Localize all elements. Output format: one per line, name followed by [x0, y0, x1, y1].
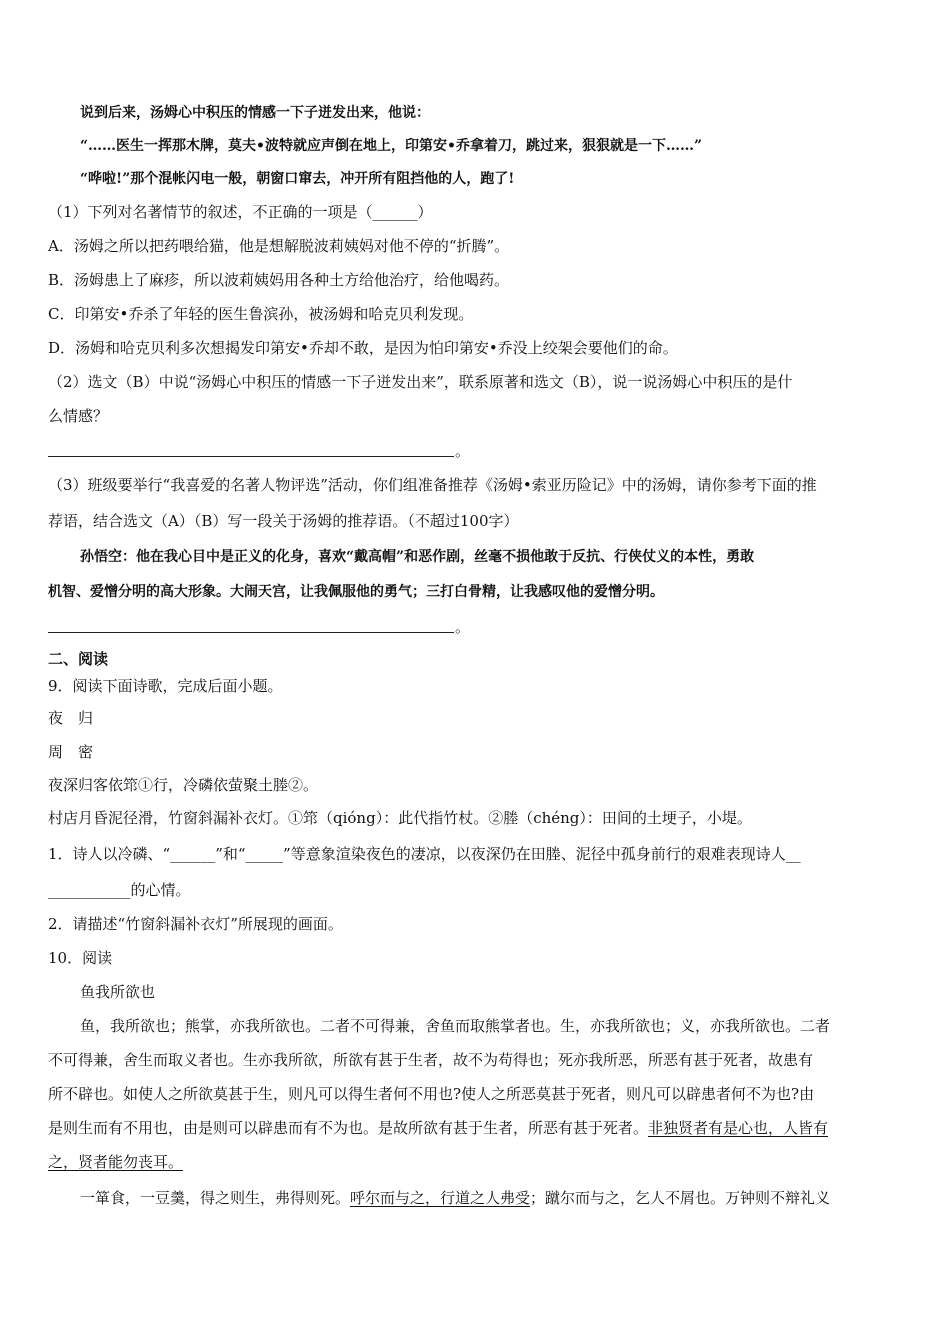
- question-3-line-1: （3）班级要举行“我喜爱的名著人物评选”活动，你们组准备推荐《汤姆•索亚历险记》中的汤姆，请你参考下面的推: [48, 476, 817, 494]
- answer-line-2: [48, 456, 454, 457]
- paragraph-1-line-2: 不可得兼，舍生而取义者也。生亦我所欲，所欲有甚于生者，故不为苟得也；死亦我所恶，所恶有甚于死者，故患有: [48, 1051, 814, 1069]
- example-recommendation-2: 机智、爱憎分明的高大形象。大闹天宫，让我佩服他的勇气；三打白骨精，让我感叹他的爱憎分明。: [48, 584, 664, 600]
- poem-line-1: 夜深归客依筇①行，冷磷依萤聚土塍②。: [48, 776, 319, 794]
- answer-line-3: [48, 632, 454, 633]
- paragraph-1-line-3: 所不辟也。如使人之所欲莫甚于生，则凡可以得生者何不用也?使人之所恶莫甚于死者，则凡可以辟患者何不为也?由: [48, 1085, 815, 1103]
- sub-question-1-line-1: 1．诗人以冷磷、“______”和“_____”等意象渲染夜色的凄凉，以夜深仍在田塍、泥径中孤身前行的艰难表现诗人__: [48, 845, 801, 863]
- paragraph-1-line-4: [48, 1118, 828, 1138]
- passage-intro: 说到后来，汤姆心中积压的情感一下子迸发出来，他说：: [80, 105, 430, 121]
- question-1-option-d: D．汤姆和哈克贝利多次想揭发印第安•乔却不敢，是因为怕印第安•乔没上绞架会要他们的命。: [48, 339, 678, 357]
- question-2-line-1: （2）选文（B）中说“汤姆心中积压的情感一下子迸发出来”，联系原著和选文（B），说一说汤姆心中积压的是什: [48, 373, 793, 391]
- paragraph-2-text-b: ；蹴尔而与之，乞人不屑也。万钟则不辩礼义: [530, 1189, 831, 1207]
- paragraph-2-text-a: 一箪食，一豆羹，得之则生，弗得则死。: [80, 1189, 351, 1207]
- question-2-line-2: 么情感？: [48, 407, 109, 425]
- section-heading: 二、阅读: [48, 650, 109, 668]
- underlined-sentence-1b: 之，贤者能勿丧耳。: [48, 1153, 184, 1171]
- example-recommendation-1: 孙悟空：他在我心目中是正义的化身，喜欢“戴高帽”和恶作剧，丝毫不损他敢于反抗、行侠仗义的本性，勇敢: [80, 549, 755, 565]
- poem-author: 周 密: [48, 743, 94, 761]
- poem-title: 夜 归: [48, 709, 94, 727]
- question-1-option-b: B．汤姆患上了麻疹，所以波莉姨妈用各种土方给他治疗，给他喝药。: [48, 271, 510, 289]
- question-10: 10．阅读: [48, 949, 113, 967]
- answer-line-3-end: 。: [455, 618, 471, 636]
- answer-line-2-end: 。: [455, 442, 471, 460]
- question-1-option-a: A．汤姆之所以把药喂给猫，他是想解脱波莉姨妈对他不停的“折腾”。: [48, 237, 510, 255]
- underlined-sentence-2: 呼尔而与之，行道之人弗受: [350, 1189, 531, 1207]
- text-title: 鱼我所欲也: [80, 983, 156, 1001]
- paragraph-2-line-1: [80, 1188, 830, 1208]
- passage-quote-1: “……医生一挥那木牌，莫夫•波特就应声倒在地上，印第安•乔拿着刀，跳过来，狠狠就是一下……”: [80, 138, 702, 154]
- question-3-line-2: 荐语，结合选文（A）（B）写一段关于汤姆的推荐语。（不超过100字）: [48, 512, 519, 530]
- paragraph-1-line-4-text: 是则生而有不用也，由是则可以辟患而有不为也。是故所欲有甚于生者，所恶有甚于死者。: [48, 1119, 649, 1137]
- question-1-stem: （1）下列对名著情节的叙述，不正确的一项是（______）: [48, 203, 433, 221]
- question-9: 9．阅读下面诗歌，完成后面小题。: [48, 677, 283, 695]
- paragraph-1-line-1: 鱼，我所欲也；熊掌，亦我所欲也。二者不可得兼，舍鱼而取熊掌者也。生，亦我所欲也；义，亦我所欲也。二者: [80, 1017, 831, 1035]
- sub-question-1-line-2: ___________的心情。: [48, 881, 191, 899]
- question-1-option-c: C．印第安•乔杀了年轻的医生鲁滨孙，被汤姆和哈克贝利发现。: [48, 305, 474, 323]
- underlined-sentence-1a: 非独贤者有是心也，人皆有: [648, 1119, 829, 1137]
- sub-question-2: 2．请描述“竹窗斜漏补衣灯”所展现的画面。: [48, 915, 343, 933]
- poem-line-2: 村店月昏泥径滑，竹窗斜漏补衣灯。①筇（qióng）：此代指竹杖。②塍（chéng）：田间的土埂子，小堤。: [48, 809, 752, 827]
- passage-quote-2: “哗啦!”那个混帐闪电一般，朝窗口窜去，冲开所有阻挡他的人，跑了!: [80, 171, 515, 187]
